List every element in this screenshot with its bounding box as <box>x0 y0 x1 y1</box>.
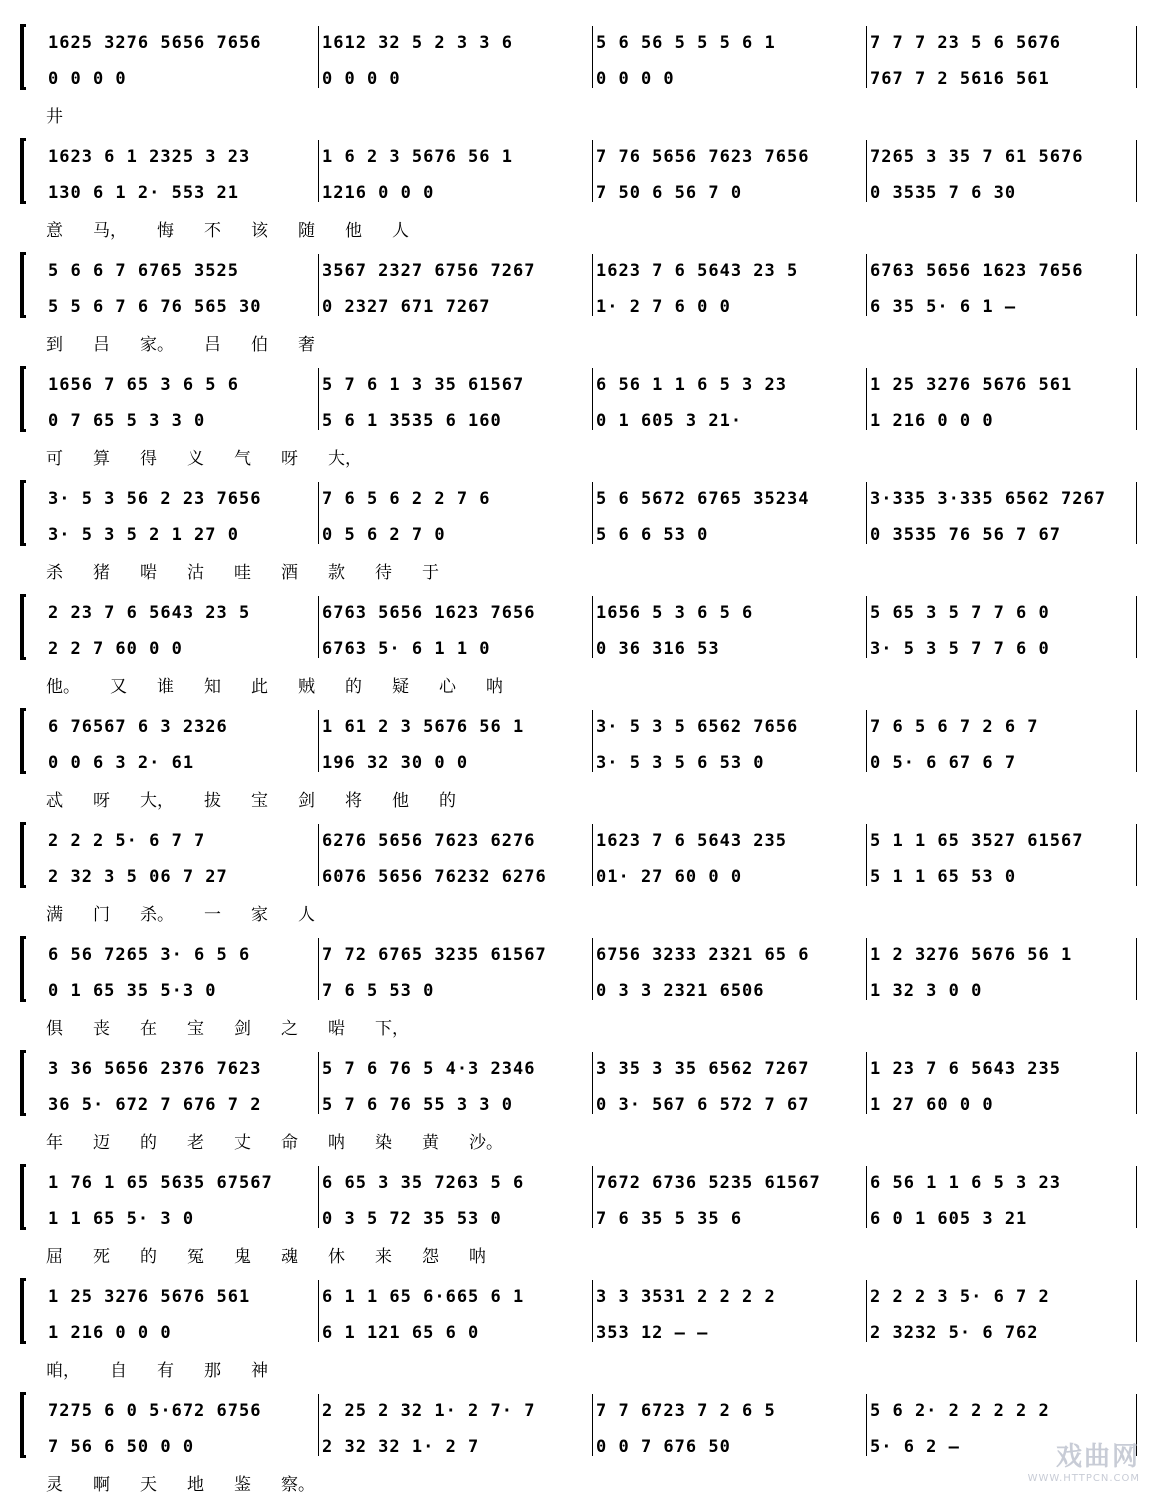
lyric-syllable: 黄 <box>422 1133 439 1153</box>
melody-line: 5 6 56 5 5 5 6 1 <box>596 33 776 53</box>
bar-line <box>592 1280 593 1342</box>
lyric-syllable: 得 <box>140 449 157 469</box>
lyrics-line <box>46 1356 1140 1382</box>
lyrics-line <box>46 558 1140 584</box>
melody-line: 1625 3276 5656 7656 <box>48 33 262 53</box>
vocal-line: 7 56 6 50 0 0 <box>48 1437 195 1457</box>
lyric-syllable: 大， <box>328 449 362 469</box>
lyric-syllable: 的 <box>439 791 456 811</box>
melody-line: 6 65 3 35 7263 5 6 <box>322 1173 525 1193</box>
bar-line <box>592 1394 593 1456</box>
bar-line <box>592 482 593 544</box>
lyric-syllable: 屈 <box>46 1247 63 1267</box>
vocal-line: 5 6 1 3535 6 160 <box>322 411 502 431</box>
bar-line <box>592 938 593 1000</box>
lyric-syllable: 哇 <box>234 563 251 583</box>
lyric-syllable: 呐 <box>328 1133 345 1153</box>
bar-line <box>1136 1280 1137 1342</box>
melody-line: 7672 6736 5235 61567 <box>596 1173 821 1193</box>
vocal-line: 1 1 65 5· 3 0 <box>48 1209 195 1229</box>
melody-line: 1 23 7 6 5643 235 <box>870 1059 1061 1079</box>
bar-line <box>866 824 867 886</box>
lyric-syllable: 将 <box>345 791 362 811</box>
bar-line <box>1136 368 1137 430</box>
bar-line <box>866 1166 867 1228</box>
lyric-syllable: 杀。 <box>140 905 174 925</box>
vocal-line: 1 32 3 0 0 <box>870 981 983 1001</box>
vocal-line: 0 5· 6 67 6 7 <box>870 753 1017 773</box>
lyric-syllable: 咱， <box>46 1361 80 1381</box>
vocal-line: 7 6 5 53 0 <box>322 981 435 1001</box>
lyric-syllable: 酒 <box>281 563 298 583</box>
lyric-syllable: 待 <box>375 563 392 583</box>
vocal-line: 2 32 3 5 06 7 27 <box>48 867 228 887</box>
score-system <box>20 246 1140 360</box>
melody-line: 7 7 6723 7 2 6 5 <box>596 1401 776 1421</box>
lyric-syllable: 鬼 <box>234 1247 251 1267</box>
vocal-line: 5 5 6 7 6 76 565 30 <box>48 297 262 317</box>
system-bracket <box>20 1392 26 1458</box>
lyric-syllable: 呐 <box>469 1247 486 1267</box>
lyric-syllable: 贼 <box>298 677 315 697</box>
lyric-syllable: 呀 <box>281 449 298 469</box>
lyric-syllable: 染 <box>375 1133 392 1153</box>
lyric-syllable: 啊 <box>93 1475 110 1495</box>
lyric-syllable: 猪 <box>93 563 110 583</box>
vocal-line: 0 0 0 0 <box>322 69 401 89</box>
bar-line <box>1136 1052 1137 1114</box>
melody-line: 7 76 5656 7623 7656 <box>596 147 810 167</box>
site-watermark <box>960 1436 1140 1496</box>
melody-line: 2 2 2 3 5· 6 7 2 <box>870 1287 1050 1307</box>
score-system <box>20 816 1140 930</box>
bar-line <box>592 710 593 772</box>
vocal-line: 196 32 30 0 0 <box>322 753 469 773</box>
system-bracket <box>20 366 26 432</box>
vocal-line: 5 7 6 76 55 3 3 0 <box>322 1095 513 1115</box>
melody-line: 6763 5656 1623 7656 <box>322 603 536 623</box>
melody-line: 5 6 2· 2 2 2 2 2 <box>870 1401 1050 1421</box>
score-system <box>20 360 1140 474</box>
score-system <box>20 1272 1140 1386</box>
vocal-line: 0 1 605 3 21· <box>596 411 743 431</box>
lyric-syllable: 俱 <box>46 1019 63 1039</box>
bar-line <box>866 140 867 202</box>
vocal-line: 2 32 32 1· 2 7 <box>322 1437 480 1457</box>
lyric-syllable: 死 <box>93 1247 110 1267</box>
vocal-line: 3· 5 3 5 7 7 6 0 <box>870 639 1050 659</box>
lyric-syllable: 宝 <box>187 1019 204 1039</box>
bar-line <box>318 140 319 202</box>
vocal-line: 1 27 60 0 0 <box>870 1095 994 1115</box>
melody-line: 1 61 2 3 5676 56 1 <box>322 717 525 737</box>
lyric-syllable: 人 <box>392 221 409 241</box>
bar-line <box>1136 254 1137 316</box>
lyrics-line <box>46 672 1140 698</box>
lyric-syllable: 丧 <box>93 1019 110 1039</box>
system-bracket <box>20 936 26 1002</box>
bar-line <box>866 482 867 544</box>
lyric-syllable: 拔 <box>204 791 221 811</box>
lyric-syllable: 休 <box>328 1247 345 1267</box>
melody-line: 6 56 7265 3· 6 5 6 <box>48 945 251 965</box>
vocal-line: 2 3232 5· 6 762 <box>870 1323 1039 1343</box>
lyric-syllable: 不 <box>204 221 221 241</box>
vocal-line: 3· 5 3 5 2 1 27 0 <box>48 525 239 545</box>
vocal-line: 5 1 1 65 53 0 <box>870 867 1017 887</box>
bar-line <box>318 1394 319 1456</box>
lyrics-line <box>46 786 1140 812</box>
bar-line <box>1136 824 1137 886</box>
lyric-syllable: 天 <box>140 1475 157 1495</box>
lyric-syllable: 奢 <box>298 335 315 355</box>
vocal-line: 0 1 65 35 5·3 0 <box>48 981 217 1001</box>
vocal-line: 0 2327 671 7267 <box>322 297 491 317</box>
lyric-syllable: 丈 <box>234 1133 251 1153</box>
lyrics-line <box>46 444 1140 470</box>
lyric-syllable: 那 <box>204 1361 221 1381</box>
lyric-syllable: 又 <box>110 677 127 697</box>
melody-line: 1 25 3276 5676 561 <box>48 1287 251 1307</box>
melody-line: 5 6 6 7 6765 3525 <box>48 261 239 281</box>
system-bracket <box>20 24 26 90</box>
lyric-syllable: 吕 <box>93 335 110 355</box>
vocal-line: 6 0 1 605 3 21 <box>870 1209 1028 1229</box>
lyric-syllable: 年 <box>46 1133 63 1153</box>
vocal-line: 0 7 65 5 3 3 0 <box>48 411 206 431</box>
melody-line: 3 35 3 35 6562 7267 <box>596 1059 810 1079</box>
lyric-syllable: 悔 <box>157 221 174 241</box>
bar-line <box>318 1052 319 1114</box>
bar-line <box>866 26 867 88</box>
lyric-syllable: 该 <box>251 221 268 241</box>
bar-line <box>866 1394 867 1456</box>
melody-line: 6763 5656 1623 7656 <box>870 261 1084 281</box>
score-system <box>20 132 1140 246</box>
melody-line: 1 25 3276 5676 561 <box>870 375 1073 395</box>
lyric-syllable: 他。 <box>46 677 80 697</box>
melody-line: 6276 5656 7623 6276 <box>322 831 536 851</box>
melody-line: 3· 5 3 5 6562 7656 <box>596 717 799 737</box>
lyrics-line <box>46 1242 1140 1268</box>
bar-line <box>1136 596 1137 658</box>
vocal-line: 5· 6 2 — <box>870 1437 960 1457</box>
bar-line <box>592 140 593 202</box>
lyric-syllable: 吕 <box>204 335 221 355</box>
lyric-syllable: 命 <box>281 1133 298 1153</box>
melody-line: 5 1 1 65 3527 61567 <box>870 831 1084 851</box>
system-bracket <box>20 252 26 318</box>
melody-line: 7 6 5 6 2 2 7 6 <box>322 489 491 509</box>
vocal-line: 0 5 6 2 7 0 <box>322 525 446 545</box>
lyric-syllable: 随 <box>298 221 315 241</box>
melody-line: 6 56 1 1 6 5 3 23 <box>870 1173 1061 1193</box>
melody-line: 6 76567 6 3 2326 <box>48 717 228 737</box>
lyric-syllable: 杀 <box>46 563 63 583</box>
lyric-syllable: 知 <box>204 677 221 697</box>
lyric-syllable: 疑 <box>392 677 409 697</box>
lyric-syllable: 到 <box>46 335 63 355</box>
bar-line <box>1136 140 1137 202</box>
lyric-syllable: 马， <box>93 221 127 241</box>
bar-line <box>592 1166 593 1228</box>
lyric-syllable: 啱 <box>328 1019 345 1039</box>
bar-line <box>866 1280 867 1342</box>
watermark-title: 戏曲网 <box>1055 1442 1140 1472</box>
lyric-syllable: 于 <box>422 563 439 583</box>
vocal-line: 2 2 7 60 0 0 <box>48 639 183 659</box>
melody-line: 3 36 5656 2376 7623 <box>48 1059 262 1079</box>
bar-line <box>592 26 593 88</box>
system-bracket <box>20 1164 26 1230</box>
lyric-syllable: 他 <box>392 791 409 811</box>
vocal-line: 36 5· 672 7 676 7 2 <box>48 1095 262 1115</box>
lyric-syllable: 剑 <box>234 1019 251 1039</box>
melody-line: 1 76 1 65 5635 67567 <box>48 1173 273 1193</box>
lyric-syllable: 地 <box>187 1475 204 1495</box>
bar-line <box>592 824 593 886</box>
lyrics-line <box>46 1014 1140 1040</box>
melody-line: 1612 32 5 2 3 3 6 <box>322 33 513 53</box>
melody-line: 6756 3233 2321 65 6 <box>596 945 810 965</box>
melody-line: 7 6 5 6 7 2 6 7 <box>870 717 1039 737</box>
bar-line <box>866 938 867 1000</box>
melody-line: 7 7 7 23 5 6 5676 <box>870 33 1061 53</box>
lyric-syllable: 神 <box>251 1361 268 1381</box>
lyric-syllable: 迈 <box>93 1133 110 1153</box>
lyric-syllable: 自 <box>110 1361 127 1381</box>
bar-line <box>866 596 867 658</box>
lyric-syllable: 义 <box>187 449 204 469</box>
lyrics-line <box>46 900 1140 926</box>
lyric-syllable: 款 <box>328 563 345 583</box>
lyric-syllable: 的 <box>345 677 362 697</box>
vocal-line: 1216 0 0 0 <box>322 183 435 203</box>
lyric-syllable: 宝 <box>251 791 268 811</box>
system-bracket <box>20 480 26 546</box>
system-bracket <box>20 822 26 888</box>
bar-line <box>318 938 319 1000</box>
vocal-line: 3· 5 3 5 6 53 0 <box>596 753 765 773</box>
bar-line <box>1136 26 1137 88</box>
melody-line: 3·335 3·335 6562 7267 <box>870 489 1106 509</box>
system-bracket <box>20 594 26 660</box>
system-bracket <box>20 1050 26 1116</box>
bar-line <box>318 710 319 772</box>
melody-line: 1623 7 6 5643 235 <box>596 831 787 851</box>
bar-line <box>866 254 867 316</box>
bar-line <box>1136 1166 1137 1228</box>
vocal-line: 01· 27 60 0 0 <box>596 867 743 887</box>
vocal-line: 353 12 — — <box>596 1323 709 1343</box>
melody-line: 2 23 7 6 5643 23 5 <box>48 603 251 623</box>
melody-line: 2 2 2 5· 6 7 7 <box>48 831 206 851</box>
vocal-line: 1 216 0 0 0 <box>48 1323 172 1343</box>
vocal-line: 0 3· 567 6 572 7 67 <box>596 1095 810 1115</box>
melody-line: 7275 6 0 5·672 6756 <box>48 1401 262 1421</box>
lyric-syllable: 剑 <box>298 791 315 811</box>
lyric-syllable: 沙。 <box>469 1133 503 1153</box>
bar-line <box>1136 938 1137 1000</box>
score-system <box>20 702 1140 816</box>
lyric-syllable: 大， <box>140 791 174 811</box>
vocal-line: 5 6 6 53 0 <box>596 525 709 545</box>
system-bracket <box>20 138 26 204</box>
melody-line: 5 65 3 5 7 7 6 0 <box>870 603 1050 623</box>
lyrics-line <box>46 1128 1140 1154</box>
lyric-syllable: 心 <box>439 677 456 697</box>
lyric-syllable: 呀 <box>93 791 110 811</box>
vocal-line: 7 50 6 56 7 0 <box>596 183 743 203</box>
melody-line: 5 7 6 76 5 4·3 2346 <box>322 1059 536 1079</box>
melody-line: 7265 3 35 7 61 5676 <box>870 147 1084 167</box>
lyric-syllable: 察。 <box>281 1475 315 1495</box>
lyric-syllable: 人 <box>298 905 315 925</box>
melody-line: 1623 6 1 2325 3 23 <box>48 147 251 167</box>
lyric-syllable: 满 <box>46 905 63 925</box>
lyric-syllable: 家 <box>251 905 268 925</box>
vocal-line: 0 0 0 0 <box>48 69 127 89</box>
lyric-syllable: 下， <box>375 1019 409 1039</box>
lyric-syllable: 啱 <box>140 563 157 583</box>
lyric-syllable: 家。 <box>140 335 174 355</box>
lyric-syllable: 的 <box>140 1133 157 1153</box>
lyric-syllable: 冤 <box>187 1247 204 1267</box>
lyric-syllable: 来 <box>375 1247 392 1267</box>
bar-line <box>318 482 319 544</box>
bar-line <box>866 368 867 430</box>
melody-line: 3· 5 3 56 2 23 7656 <box>48 489 262 509</box>
lyric-syllable: 他 <box>345 221 362 241</box>
melody-line: 6 1 1 65 6·665 6 1 <box>322 1287 525 1307</box>
bar-line <box>318 254 319 316</box>
lyric-syllable: 呐 <box>486 677 503 697</box>
lyric-syllable: 老 <box>187 1133 204 1153</box>
vocal-line: 7 6 35 5 35 6 <box>596 1209 743 1229</box>
lyric-syllable: 魂 <box>281 1247 298 1267</box>
lyric-syllable: 忒 <box>46 791 63 811</box>
lyric-syllable: 此 <box>251 677 268 697</box>
melody-line: 3 3 3531 2 2 2 2 <box>596 1287 776 1307</box>
lyric-syllable: 的 <box>140 1247 157 1267</box>
score-system <box>20 1044 1140 1158</box>
bar-line <box>592 368 593 430</box>
vocal-line: 0 3 3 2321 6506 <box>596 981 765 1001</box>
bar-line <box>866 1052 867 1114</box>
lyrics-line <box>46 330 1140 356</box>
bar-line <box>866 710 867 772</box>
bar-line <box>592 1052 593 1114</box>
vocal-line: 130 6 1 2· 553 21 <box>48 183 239 203</box>
lyric-syllable: 在 <box>140 1019 157 1039</box>
lyric-syllable: 门 <box>93 905 110 925</box>
vocal-line: 0 0 6 3 2· 61 <box>48 753 195 773</box>
bar-line <box>318 596 319 658</box>
vocal-line: 0 0 0 0 <box>596 69 675 89</box>
vocal-line: 0 3535 76 56 7 67 <box>870 525 1061 545</box>
lyric-syllable: 伯 <box>251 335 268 355</box>
bar-line <box>592 254 593 316</box>
melody-line: 2 25 2 32 1· 2 7· 7 <box>322 1401 536 1421</box>
score-system <box>20 18 1140 132</box>
lyrics-line <box>46 102 1140 128</box>
lyrics-line <box>46 216 1140 242</box>
bar-line <box>1136 482 1137 544</box>
lyric-syllable: 意 <box>46 221 63 241</box>
lyric-syllable: 有 <box>157 1361 174 1381</box>
melody-line: 3567 2327 6756 7267 <box>322 261 536 281</box>
system-bracket <box>20 1278 26 1344</box>
vocal-line: 6 35 5· 6 1 — <box>870 297 1017 317</box>
melody-line: 1656 7 65 3 6 5 6 <box>48 375 239 395</box>
score-system <box>20 930 1140 1044</box>
melody-line: 1656 5 3 6 5 6 <box>596 603 754 623</box>
melody-line: 7 72 6765 3235 61567 <box>322 945 547 965</box>
lyric-syllable: 鉴 <box>234 1475 251 1495</box>
lyric-syllable: 之 <box>281 1019 298 1039</box>
bar-line <box>318 1280 319 1342</box>
lyric-syllable: 沽 <box>187 563 204 583</box>
vocal-line: 1 216 0 0 0 <box>870 411 994 431</box>
vocal-line: 6763 5· 6 1 1 0 <box>322 639 491 659</box>
lyric-syllable: 气 <box>234 449 251 469</box>
vocal-line: 0 0 7 676 50 <box>596 1437 731 1457</box>
vocal-line: 6076 5656 76232 6276 <box>322 867 547 887</box>
bar-line <box>318 368 319 430</box>
system-bracket <box>20 708 26 774</box>
bar-line <box>318 26 319 88</box>
melody-line: 6 56 1 1 6 5 3 23 <box>596 375 787 395</box>
bar-line <box>318 1166 319 1228</box>
lyric-syllable: 怨 <box>422 1247 439 1267</box>
vocal-line: 0 3535 7 6 30 <box>870 183 1017 203</box>
melody-line: 1 2 3276 5676 56 1 <box>870 945 1073 965</box>
vocal-line: 767 7 2 5616 561 <box>870 69 1050 89</box>
bar-line <box>1136 710 1137 772</box>
melody-line: 5 7 6 1 3 35 61567 <box>322 375 525 395</box>
bar-line <box>318 824 319 886</box>
lyric-syllable: 可 <box>46 449 63 469</box>
lyric-syllable: 灵 <box>46 1475 63 1495</box>
vocal-line: 0 36 316 53 <box>596 639 720 659</box>
vocal-line: 0 3 5 72 35 53 0 <box>322 1209 502 1229</box>
vocal-line: 6 1 121 65 6 0 <box>322 1323 480 1343</box>
score-system <box>20 1158 1140 1272</box>
melody-line: 5 6 5672 6765 35234 <box>596 489 810 509</box>
lyric-syllable: 算 <box>93 449 110 469</box>
score-system <box>20 588 1140 702</box>
melody-line: 1623 7 6 5643 23 5 <box>596 261 799 281</box>
lyric-syllable: 一 <box>204 905 221 925</box>
bar-line <box>592 596 593 658</box>
melody-line: 1 6 2 3 5676 56 1 <box>322 147 513 167</box>
lyric-syllable: 井 <box>46 107 63 127</box>
score-system <box>20 474 1140 588</box>
vocal-line: 1· 2 7 6 0 0 <box>596 297 731 317</box>
watermark-url: WWW.HTTPCN.COM <box>1027 1473 1140 1484</box>
lyric-syllable: 谁 <box>157 677 174 697</box>
